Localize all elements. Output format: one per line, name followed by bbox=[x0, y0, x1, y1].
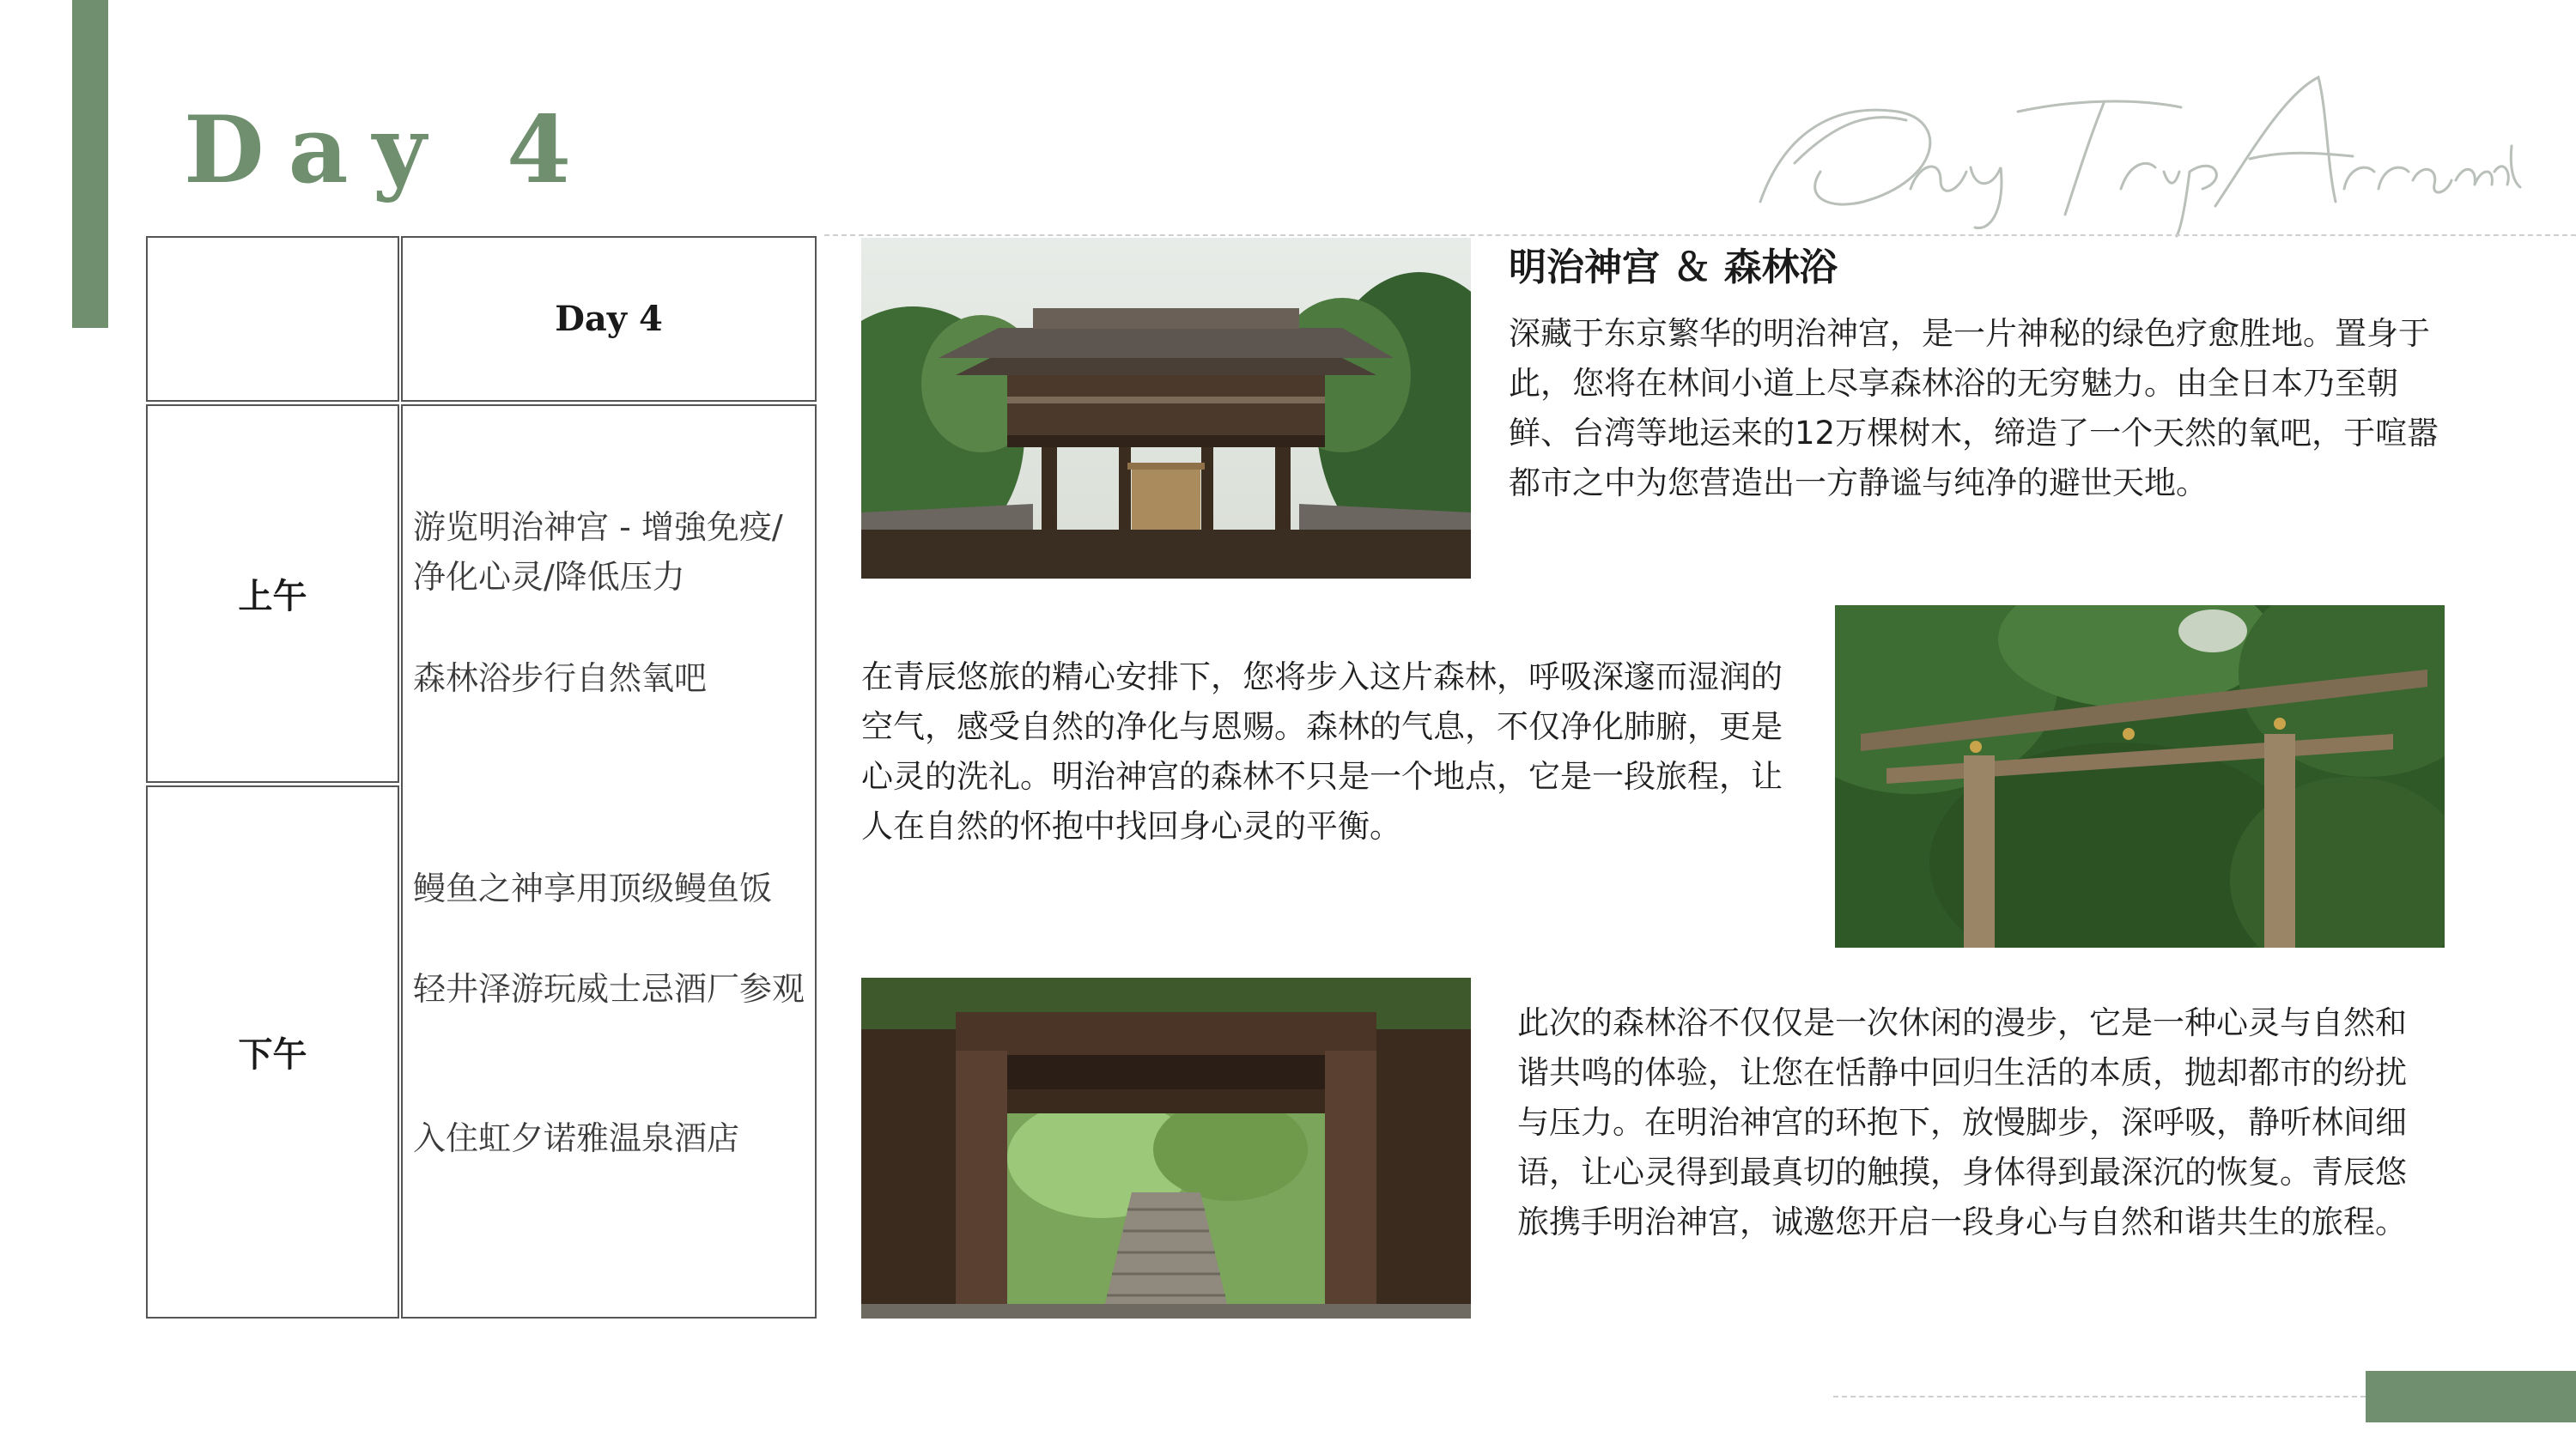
morning-label: 上午 bbox=[238, 577, 307, 616]
activity-item: 入住虹夕诺雅温泉酒店 bbox=[413, 1119, 740, 1157]
activity-item: 森林浴步行自然氧吧 bbox=[413, 659, 708, 697]
schedule-table bbox=[146, 236, 817, 1319]
afternoon-label: 下午 bbox=[238, 1035, 307, 1075]
divider-bottom bbox=[1833, 1396, 2366, 1397]
page-title: Day 4 bbox=[184, 96, 596, 204]
article-paragraph: 深藏于东京繁华的明治神宫，是一片神秘的绿色疗愈胜地。置身于此，您将在林间小道上尽享森林浴的无穷魅力。由全日本乃至朝鲜、台湾等地运来的12万棵树木，缔造了一个天然的氧吧，于喧嚣都市之中为您营造出一方静谧与纯净的避世天地。 bbox=[1509, 315, 2439, 501]
article-title: 明治神宫 ＆ 森林浴 bbox=[1509, 246, 1838, 289]
torii-photo bbox=[1835, 605, 2445, 948]
shrine-gate-photo bbox=[861, 238, 1471, 579]
activity-item: 鳗鱼之神享用顶级鳗鱼饭 bbox=[413, 870, 773, 907]
forest-path-photo bbox=[861, 978, 1471, 1319]
accent-bar-bottom bbox=[2366, 1371, 2576, 1422]
accent-bar-left bbox=[72, 0, 108, 328]
article-paragraph: 此次的森林浴不仅仅是一次休闲的漫步，它是一种心灵与自然和谐共鸣的体验，让您在恬静中回归生活的本质，抛却都市的纷扰与压力。在明治神宫的环抱下，放慢脚步，深呼吸，静听林间细语，让心灵得到最真切的触摸，身体得到最深沉的恢复。青辰悠旅携手明治神宫，诚邀您开启一段身心与自然和谐共生的旅程。 bbox=[1517, 1004, 2407, 1240]
table-column-header bbox=[401, 236, 817, 402]
activity-item: 游览明治神宫 - 增強免疫/净化心灵/降低压力 bbox=[413, 508, 783, 596]
afternoon-cell bbox=[146, 785, 399, 1319]
article-paragraph: 在青辰悠旅的精心安排下，您将步入这片森林，呼吸深邃而湿润的空气，感受自然的净化与恩赐。森林的气息，不仅净化肺腑，更是心灵的洗礼。明治神宫的森林不只是一个地点，它是一段旅程，让人在自然的怀抱中找回身心灵的平衡。 bbox=[861, 658, 1783, 845]
activity-item: 轻井泽游玩威士忌酒厂参观 bbox=[413, 970, 805, 1008]
column-header-label: Day 4 bbox=[555, 299, 663, 339]
morning-cell bbox=[146, 404, 399, 783]
script-heading-logo bbox=[1735, 60, 2524, 240]
activities-cell bbox=[401, 404, 817, 1319]
table-corner-cell bbox=[146, 236, 399, 402]
